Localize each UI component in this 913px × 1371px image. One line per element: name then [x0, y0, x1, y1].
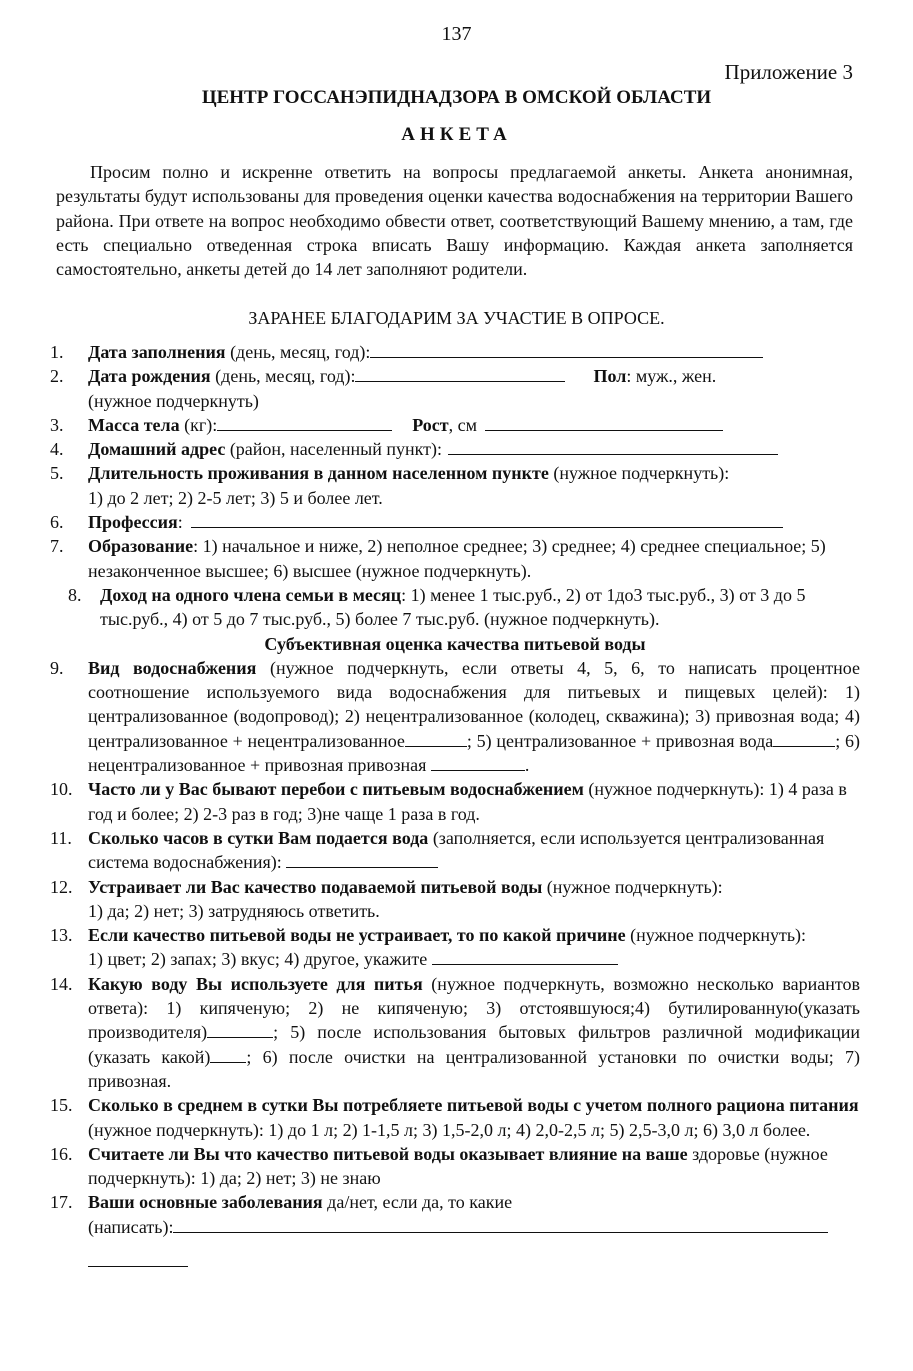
question-note: (нужное подчеркнуть): [88, 390, 259, 411]
manufacturer-line[interactable]: [207, 1020, 273, 1038]
question-label: Часто ли у Вас бывают перебои с питьевым водоснабжением: [88, 779, 584, 800]
question-16: [50, 1142, 860, 1191]
question-text: (нужное подчеркнуть):: [625, 925, 807, 946]
question-text-4: .: [524, 755, 530, 776]
fill-in-line[interactable]: [448, 437, 778, 455]
question-9: [50, 656, 860, 777]
filter-line[interactable]: [210, 1045, 246, 1063]
fill-in-line[interactable]: [370, 340, 763, 358]
continuation-line[interactable]: [88, 1252, 188, 1267]
question-text-3: ; 6) нецентрализованное + привозная привозная: [88, 730, 860, 776]
question-label: Сколько в среднем в сутки Вы потребляете питьевой воды с учетом полного рациона питания: [88, 1095, 859, 1116]
question-number: 8.: [68, 584, 82, 605]
question-text: (нужное подчеркнуть, возможно несколько вариантов ответа): 1) кипяченую; 2) не кипяченую; 3) отстоявшуюся;4) бутилированную(указать производителя): [88, 973, 860, 1043]
question-label: Профессия: [88, 512, 178, 533]
question-label: Сколько часов в сутки Вам подается вода: [88, 827, 429, 848]
question-text-3: ; 6) после очистки на централизованной установки по очистки воды; 7) привозная.: [88, 1046, 860, 1091]
question-label: Длительность проживания в данном населенном пункте: [88, 463, 549, 484]
question-2: [50, 364, 860, 413]
percent-line-2[interactable]: [773, 729, 835, 747]
fill-in-line[interactable]: [355, 364, 565, 382]
question-label: Ваши основные заболевания: [88, 1192, 323, 1213]
question-text: (нужное подчеркнуть, если ответы 4, 5, 6, то написать процентное соотношение используемого вида водоснабжения для питьевых и пищевых целей): 1) централизованное (водопровод); 2) нецентрализованное (колодец, скважина); 3) привозная вода; 4) централизованное + нецентрализованное: [88, 657, 860, 751]
question-11: [50, 826, 860, 875]
question-13: [50, 923, 860, 972]
question-label: Домашний адрес: [88, 439, 226, 460]
question-number: 11.: [50, 827, 72, 848]
question-number: 14.: [50, 973, 73, 994]
question-options: 1) да; 2) нет; 3) затрудняюсь ответить.: [88, 900, 380, 921]
question-text-2: ; 5) централизованное + привозная вода: [466, 730, 774, 751]
question-list: [50, 340, 860, 1273]
question-4: [50, 437, 860, 461]
question-1: [50, 340, 860, 364]
question-label: Масса тела: [88, 414, 180, 435]
question-number: 5.: [50, 463, 64, 484]
question-options: 1) до 2 лет; 2) 2-5 лет; 3) 5 и более лет.: [88, 487, 383, 508]
question-5: [50, 461, 860, 510]
fill-in-line[interactable]: [173, 1215, 828, 1233]
question-10: [50, 777, 860, 826]
question-number: 10.: [50, 779, 73, 800]
question-17: [50, 1190, 860, 1239]
form-title: АНКЕТА: [401, 124, 512, 145]
question-number: 16.: [50, 1143, 73, 1164]
question-number: 2.: [50, 366, 64, 387]
question-text: : 1) менее 1 тыс.руб., 2) от 1до3 тыс.руб., 3) от 3 до 5 тыс.руб., 4) от 5 до 7 тыс.руб., 5) более 7 тыс.руб. (нужное подчеркнуть).: [100, 584, 806, 630]
question-number: 6.: [50, 512, 64, 533]
sex-label: Пол: [593, 366, 627, 387]
question-text: :: [177, 512, 183, 533]
question-number: 15.: [50, 1095, 73, 1116]
question-8: [50, 583, 860, 632]
question-number: 4.: [50, 439, 64, 460]
question-3: [50, 413, 860, 437]
question-text: здоровье (нужное подчеркнуть): 1) да; 2) нет; 3) не знаю: [88, 1143, 828, 1189]
height-unit: , см: [448, 414, 478, 435]
question-label: Устраивает ли Вас качество подаваемой питьевой воды: [88, 876, 543, 897]
question-text: (заполняется, если используется централизованная система водоснабжения):: [88, 827, 825, 873]
question-label: Вид водоснабжения: [88, 657, 257, 678]
question-15: [50, 1093, 860, 1142]
appendix-label: Приложение 3: [724, 60, 853, 84]
intro-paragraph: Просим полно и искренне ответить на вопросы предлагаемой анкеты. Анкета анонимная, результаты будут использованы для проведения оценки качества водоснабжения на территории Вашего района. При ответе на вопрос необходимо обвести ответ, соответствующий Вашему мнению, а там, где есть специально отведенная строка вписать Вашу информацию. Каждая анкета заполняется самостоятельно, анкеты детей до 14 лет заполняют родители.: [56, 162, 853, 280]
question-options: 1) цвет; 2) запах; 3) вкус; 4) другое, укажите: [88, 949, 428, 970]
question-text: (день, месяц, год):: [210, 366, 356, 387]
question-7: [50, 534, 860, 583]
question-number: 1.: [50, 342, 64, 362]
question-label: Если качество питьевой воды не устраивает, то по какой причине: [88, 925, 626, 946]
question-text: (кг):: [179, 414, 218, 435]
question-text: (нужное подчеркнуть):: [542, 876, 723, 897]
question-label: Дата заполнения: [88, 342, 226, 362]
question-number: 3.: [50, 414, 64, 435]
organization-heading: ЦЕНТР ГОССАНЭПИДНАДЗОРА В ОМСКОЙ ОБЛАСТИ: [201, 87, 712, 108]
percent-line-3[interactable]: [431, 753, 525, 771]
question-number: 13.: [50, 925, 73, 946]
question-text: да/нет, если да, то какие: [322, 1192, 513, 1213]
question-14: [50, 972, 860, 1093]
question-text: (район, населенный пункт):: [225, 439, 442, 460]
height-label: Рост: [412, 414, 449, 435]
question-number: 17.: [50, 1192, 73, 1213]
question-label: Какую воду Вы используете для питья: [88, 973, 423, 994]
sex-options: : муж., жен.: [626, 366, 717, 387]
question-text: (нужное подчеркнуть): 1) 4 раза в год и более; 2) 2-3 раз в год; 3)не чаще 1 раза в год.: [88, 779, 847, 824]
page-number: 137: [441, 23, 472, 45]
question-text: (нужное подчеркнуть):: [548, 463, 730, 484]
question-text: (нужное подчеркнуть): 1) до 1 л; 2) 1-1,5 л; 3) 1,5-2,0 л; 4) 2,0-2,5 л; 5) 2,5-3,0 л; 6) 3,0 л более.: [88, 1119, 811, 1140]
question-text: : 1) начальное и ниже, 2) неполное среднее; 3) среднее; 4) среднее специальное; 5) незаконченное высшее; 6) высшее (нужное подчеркнуть).: [88, 536, 826, 581]
question-text: (день, месяц, год):: [225, 342, 371, 362]
question-label: Доход на одного члена семьи в месяц: [100, 584, 402, 605]
height-line[interactable]: [485, 413, 723, 431]
question-label: Образование: [88, 536, 194, 557]
question-number: 12.: [50, 876, 73, 897]
weight-line[interactable]: [217, 413, 392, 431]
fill-in-line[interactable]: [191, 510, 783, 528]
question-note: (написать):: [88, 1216, 174, 1237]
percent-line-1[interactable]: [405, 729, 467, 747]
thanks-line: ЗАРАНЕЕ БЛАГОДАРИМ ЗА УЧАСТИЕ В ОПРОСЕ.: [248, 308, 665, 328]
question-label: Считаете ли Вы что качество питьевой воды оказывает влияние на ваше: [88, 1143, 688, 1164]
question-text-2: ; 5) после использования бытовых фильтров различной модификации (указать какой): [88, 1022, 860, 1067]
question-12: [50, 875, 860, 924]
question-number: 9.: [50, 657, 64, 678]
question-number: 7.: [50, 536, 64, 557]
fill-in-line[interactable]: [286, 850, 438, 868]
question-6: [50, 510, 860, 534]
fill-in-line[interactable]: [432, 947, 618, 965]
question-label: Дата рождения: [88, 366, 211, 387]
section-subheading: Субъективная оценка качества питьевой воды: [264, 633, 646, 654]
